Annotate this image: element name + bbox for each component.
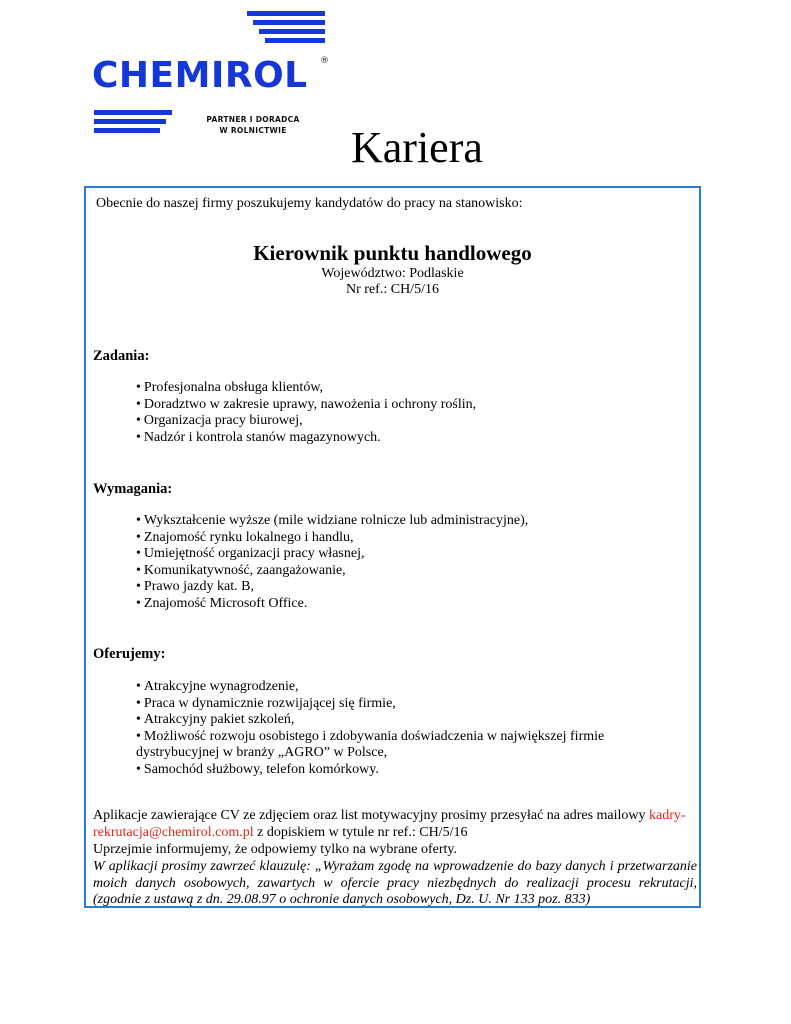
chemirol-logo (92, 10, 332, 140)
logo-wordmark: CHEMIROL (92, 55, 308, 96)
list-item-continuation: dystrybucyjnej w branży „AGRO” w Polsce, (136, 745, 388, 760)
registered-mark: ® (320, 56, 329, 66)
list-item: • Profesjonalna obsługa klientów, (136, 380, 324, 395)
requirements-list (136, 513, 528, 612)
page-title: Kariera (351, 123, 483, 172)
logo-tagline-line2: W ROLNICTWIE (219, 126, 287, 135)
job-reference: Nr ref.: CH/5/16 (346, 282, 439, 297)
intro-text: Obecnie do naszej firmy poszukujemy kandydatów do pracy na stanowisko: (96, 196, 523, 211)
list-item: • Znajomość rynku lokalnego i handlu, (136, 529, 354, 545)
list-item: • Możliwość rozwoju osobistego i zdobywania doświadczenia w największej firmie (136, 728, 605, 744)
list-item: • Praca w dynamicznie rozwijającej się firmie, (136, 695, 396, 711)
job-region: Województwo: Podlaskie (321, 266, 464, 281)
list-item: • Atrakcyjny pakiet szkoleń, (136, 712, 295, 727)
offer-list (136, 679, 604, 778)
offer-heading: Oferujemy: (93, 646, 166, 662)
tasks-list (136, 380, 476, 446)
logo-tagline-line1: PARTNER I DORADCA (206, 115, 300, 124)
list-item: • Organizacja pracy biurowej, (136, 413, 303, 428)
list-item: • Nadzór i kontrola stanów magazynowych. (136, 429, 381, 445)
list-item: • Doradztwo w zakresie uprawy, nawożenia i ochrony roślin, (136, 396, 477, 412)
tasks-heading: Zadania: (93, 348, 150, 364)
list-item: • Wykształcenie wyższe (mile widziane rolnicze lub administracyjne), (136, 513, 529, 528)
email-link[interactable]: rekrutacja@chemirol.com.pl (93, 825, 254, 840)
job-title: Kierownik punktu handlowego (253, 241, 532, 265)
email-link[interactable]: kadry- (649, 808, 686, 823)
list-item: • Atrakcyjne wynagrodzenie, (136, 679, 299, 694)
requirements-heading: Wymagania: (93, 481, 173, 497)
list-item: • Prawo jazdy kat. B, (136, 579, 254, 594)
selection-note: Uprzejmie informujemy, że odpowiemy tylko na wybrane oferty. (93, 842, 458, 857)
list-item: • Samochód służbowy, telefon komórkowy. (136, 761, 379, 777)
list-item: • Komunikatywność, zaangażowanie, (136, 562, 346, 578)
list-item: • Umiejętność organizacji pracy własnej, (136, 546, 365, 561)
list-item: • Znajomość Microsoft Office. (136, 595, 308, 611)
logo-tagline (198, 114, 308, 136)
application-instructions-cont: rekrutacja@chemirol.com.pl z dopiskiem w tytule nr ref.: CH/5/16 (93, 825, 468, 840)
job-offer-box (84, 186, 701, 908)
data-consent-clause: W aplikacji prosimy zawrzeć klauzulę: „Wyrażam zgodę na wprowadzenie do bazy danych i przetwarzanie moich danych osobowych, zawartych w ofercie pracy niezbędnych do realizacji procesu rekrutacji, (zgodnie z ustawą z dn. 29.08.97 o ochronie danych osobowych, Dz. U. Nr 133 poz. 833) (93, 859, 697, 907)
application-instructions: Aplikacje zawierające CV ze zdjęciem oraz list motywacyjny prosimy przesyłać na adres mailowy kadry- (93, 808, 686, 823)
